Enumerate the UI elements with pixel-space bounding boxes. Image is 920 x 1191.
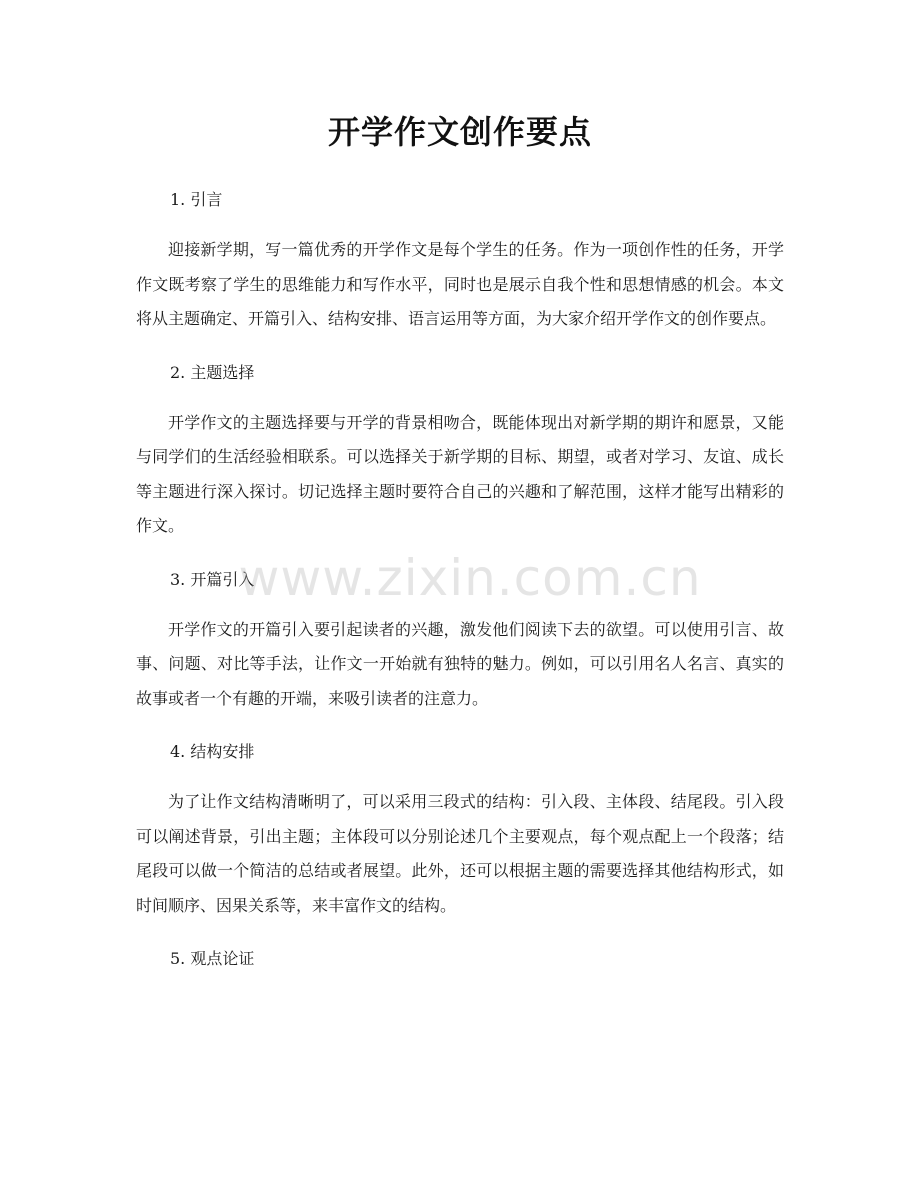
section-paragraph-topic: 开学作文的主题选择要与开学的背景相吻合，既能体现出对新学期的期许和愿景，又能与同学们的生活经验相联系。可以选择关于新学期的目标、期望，或者对学习、友谊、成长等主题进行深入探讨。切记选择主题时要符合自己的兴趣和了解范围，这样才能写出精彩的作文。 (136, 412, 784, 535)
section-paragraph-intro: 迎接新学期，写一篇优秀的开学作文是每个学生的任务。作为一项创作性的任务，开学作文既考察了学生的思维能力和写作水平，同时也是展示自我个性和思想情感的机会。本文将从主题确定、开篇引入、结构安排、语言运用等方面，为大家介绍开学作文的创作要点。 (136, 240, 784, 328)
document-title: 开学作文创作要点 (327, 113, 592, 151)
section-paragraph-opening: 开学作文的开篇引入要引起读者的兴趣，激发他们阅读下去的欲望。可以使用引言、故事、问题、对比等手法，让作文一开始就有独特的魅力。例如，可以引用名人名言、真实的故事或者一个有趣的开端，来吸引读者的注意力。 (136, 619, 784, 708)
section-heading-argument: 5. 观点论证 (170, 949, 255, 968)
section-heading-topic: 2. 主题选择 (170, 362, 255, 382)
watermark-text: www.zixin.com.cn (238, 549, 702, 607)
section-paragraph-structure: 为了让作文结构清晰明了，可以采用三段式的结构：引入段、主体段、结尾段。引入段可以阐述背景，引出主题；主体段可以分别论述几个主要观点，每个观点配上一个段落；结尾段可以做一个简洁的总结或者展望。此外，还可以根据主题的需要选择其他结构形式，如时间顺序、因果关系等，来丰富作文的结构。 (136, 792, 784, 915)
section-heading-opening: 3. 开篇引入 (170, 569, 255, 589)
section-heading-structure: 4. 结构安排 (170, 742, 255, 761)
section-heading-intro: 1. 引言 (170, 190, 223, 209)
